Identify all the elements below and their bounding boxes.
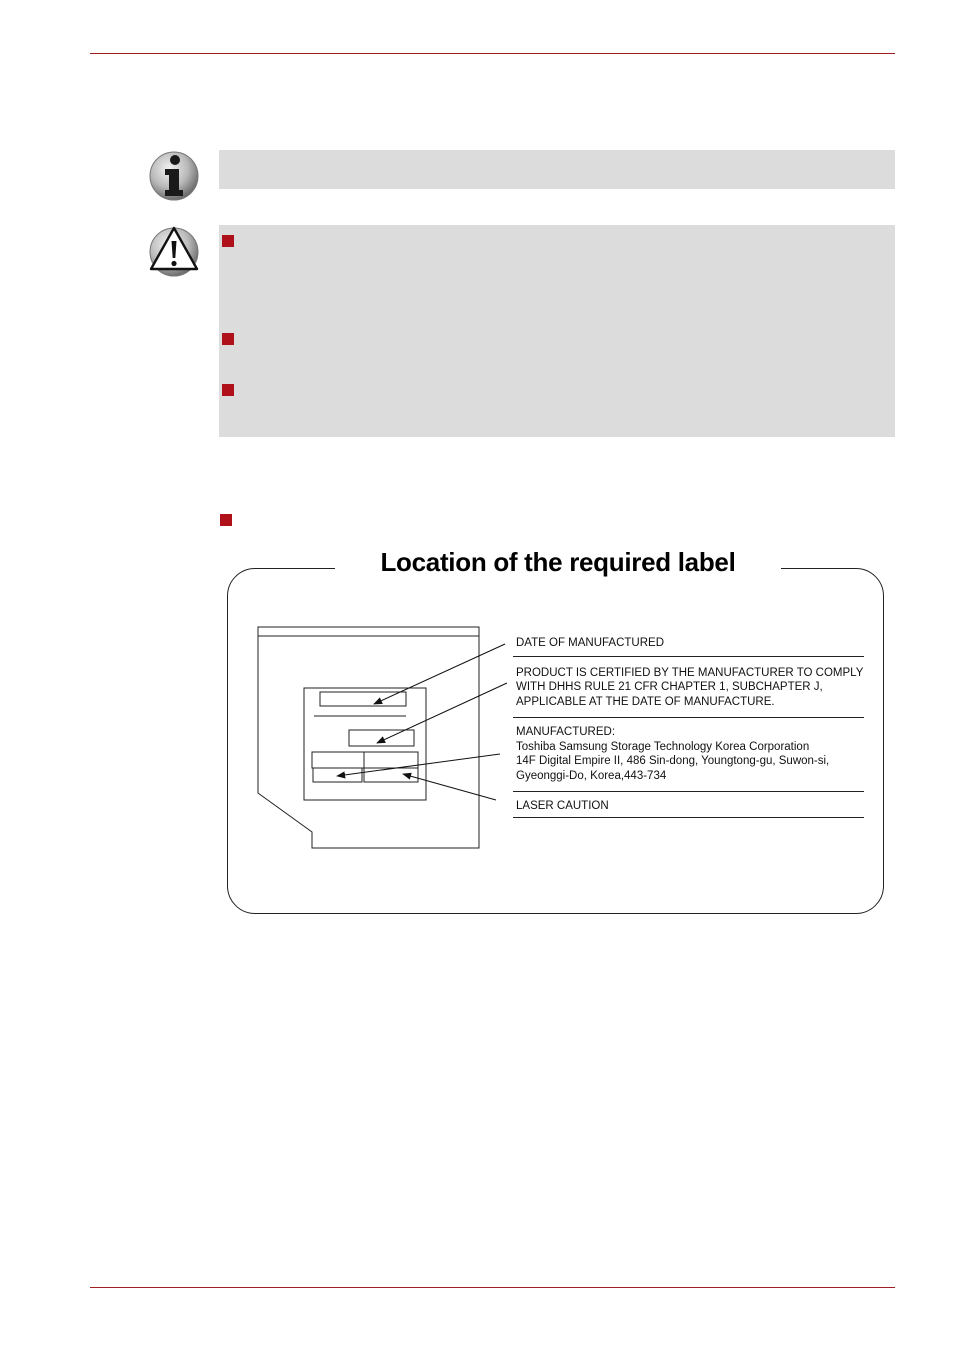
caution-bullet-1 [222,235,234,247]
label-divider [513,791,864,792]
label-divider [513,817,864,818]
label-manufactured-line-1: MANUFACTURED: [516,726,616,738]
label-laser: LASER CAUTION [516,800,609,812]
label-certified-line-2: WITH DHHS RULE 21 CFR CHAPTER 1, SUBCHAPTER J, [516,681,823,693]
header-rule [90,53,895,54]
label-manufactured-line-4: Gyeonggi-Do, Korea,443-734 [516,770,667,782]
arrow-laser [403,774,496,800]
label-divider [513,717,864,718]
arrow-date [374,644,505,704]
caution-box [219,225,895,437]
note-box [219,150,895,189]
label-certified-line-1: PRODUCT IS CERTIFIED BY THE MANUFACTURER TO COMPLY [516,667,864,679]
label-certified-line-3: APPLICABLE AT THE DATE OF MANUFACTURE. [516,696,775,708]
label-manufactured-line-3: 14F Digital Empire II, 486 Sin-dong, Youngtong-gu, Suwon-si, [516,755,830,767]
label-manufactured-line-2: Toshiba Samsung Storage Technology Korea Corporation [516,741,810,753]
footer-rule [90,1287,895,1288]
figure-title: Location of the required label [335,544,781,580]
list-bullet [220,514,232,526]
label-divider [513,656,864,657]
caution-bullet-3 [222,384,234,396]
caution-bullet-2 [222,333,234,345]
warning-triangle-icon [148,224,200,278]
drive-diagram [250,620,520,860]
information-icon [148,150,200,202]
label-date: DATE OF MANUFACTURED [516,637,665,649]
